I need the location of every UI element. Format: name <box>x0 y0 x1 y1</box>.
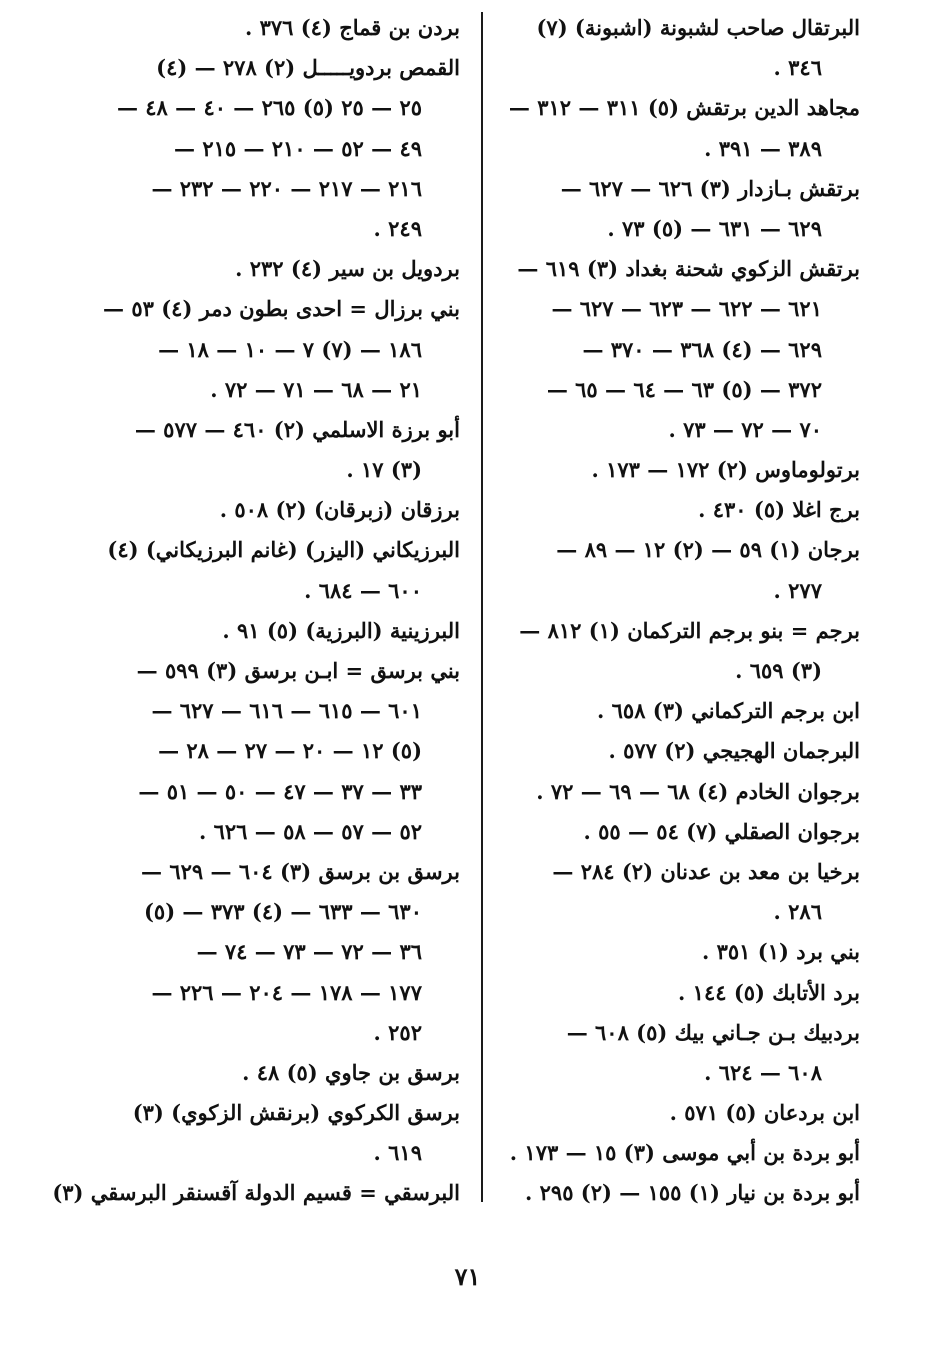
index-entry-continuation: ٧٠ — ٧٢ — ٧٣ . <box>668 416 822 442</box>
index-entry-continuation: ٦٠٠ — ٦٨٤ . <box>304 577 422 603</box>
index-entry-continuation: (٣) ٦٥٩ . <box>735 658 822 683</box>
index-entry: برجان (١) ٥٩ — (٢) ١٢ — ٨٩ — <box>556 537 860 563</box>
index-entry-continuation: ٣٨٩ — ٣٩١ . <box>704 135 822 161</box>
index-entry: بردن بن قماج (٤) ٣٧٦ . <box>244 15 460 40</box>
left-index-column <box>52 8 460 1214</box>
index-entry-continuation: ٦٠١ — ٦١٥ — ٦١٦ — ٦٢٧ — <box>151 698 422 724</box>
index-entry: برسق بن جاوي (٥) ٤٨ . <box>242 1059 460 1085</box>
index-entry: أبو برزة الاسلمي (٢) ٤٦٠ — ٥٧٧ — <box>134 416 460 442</box>
index-entry: البرجمان الهجيجي (٢) ٥٧٧ . <box>608 738 860 764</box>
index-entry-continuation: ٦٣٠ — ٦٣٣ — (٤) ٣٧٣ — (٥) <box>143 899 422 925</box>
index-entry-continuation: ١٨٦ — (٧) ٧ — ١٠ — ١٨ — <box>158 336 422 362</box>
index-entry-continuation: ٣٧٢ — (٥) ٦٣ — ٦٤ — ٦٥ — <box>546 376 822 402</box>
index-entry: برخيا بن معد بن عدنان (٢) ٢٨٤ — <box>552 858 860 884</box>
index-entry-continuation: ٤٩ — ٥٢ — ٢١٠ — ٢١٥ — <box>174 135 422 161</box>
index-entry-continuation: ٦١٩ . <box>373 1140 422 1166</box>
index-entry: البرتقال صاحب لشبونة (اشبونة) (٧) <box>536 15 860 40</box>
index-entry: البرسقي = قسيم الدولة آقسنقر البرسقي (٣) <box>52 1180 460 1206</box>
index-entry: ابن برجم التركماني (٣) ٦٥٨ . <box>597 698 860 724</box>
index-entry: أبو بردة بن أبي موسى (٣) ١٥ — ١٧٣ . <box>509 1140 860 1166</box>
index-entry: برجوان الخادم (٤) ٦٨ — ٦٩ — ٧٢ . <box>536 778 860 804</box>
index-entry-continuation: (٣) ١٧ . <box>346 457 422 483</box>
index-entry-continuation: ٦٢٩ — ٦٣١ — (٥) ٧٣ . <box>607 215 822 241</box>
index-entry: بني برزال = احدى بطون دمر (٤) ٥٣ — <box>103 296 460 322</box>
index-entry: برسق بن برسق (٣) ٦٠٤ — ٦٢٩ — <box>141 858 460 884</box>
index-entry: برزقان (زبرقان) (٢) ٥٠٨ . <box>219 497 460 523</box>
index-entry-continuation: ٢٥ — ٢٥ (٥) ٢٦٥ — ٤٠ — ٤٨ — <box>116 95 422 121</box>
index-entry: برجوان الصقلي (٧) ٥٤ — ٥٥ . <box>583 818 860 844</box>
index-entry-continuation: ٣٣ — ٣٧ — ٤٧ — ٥٠ — ٥١ — <box>138 778 422 804</box>
index-entry-continuation: (٥) ١٢ — ٢٠ — ٢٧ — ٢٨ — <box>158 738 422 764</box>
index-entry: بردويل بن سير (٤) ٢٣٢ . <box>235 256 460 282</box>
index-entry: برتقش بـازدار (٣) ٦٢٦ — ٦٢٧ — <box>560 175 860 201</box>
index-entry-continuation: ٢٧٧ . <box>773 577 822 603</box>
index-entry-continuation: ٦٠٨ — ٦٢٤ . <box>704 1059 822 1085</box>
index-entry-continuation: ٦٢١ — ٦٢٢ — ٦٢٣ — ٦٢٧ — <box>551 296 822 322</box>
index-entry-continuation: ٢١٦ — ٢١٧ — ٢٢٠ — ٢٣٢ — <box>151 175 422 201</box>
index-entry-continuation: ١٧٧ — ١٧٨ — ٢٠٤ — ٢٢٦ — <box>151 979 422 1005</box>
right-index-column <box>498 8 860 1214</box>
index-entry: ابن بردعان (٥) ٥٧١ . <box>669 1100 860 1126</box>
index-entry-continuation: ٦٢٩ — (٤) ٣٦٨ — ٣٧٠ — <box>582 336 822 362</box>
index-entry: برسق الكركوي (برنقش الزكوي) (٣) <box>132 1100 460 1126</box>
index-entry: مجاهد الدين برتقش (٥) ٣١١ — ٣١٢ — <box>508 95 860 121</box>
index-entry: بردبيك بـن جـاني بيك (٥) ٦٠٨ — <box>566 1019 860 1045</box>
index-entry: بني برسق = ابـن برسق (٣) ٥٩٩ — <box>136 658 460 683</box>
index-entry-continuation: ٢١ — ٦٨ — ٧١ — ٧٢ . <box>210 376 422 402</box>
index-entry-continuation: ٥٢ — ٥٧ — ٥٨ — ٦٢٦ . <box>198 818 422 844</box>
index-entry-continuation: ٢٨٦ . <box>773 899 822 925</box>
index-entry-continuation: ٢٤٩ . <box>373 215 422 241</box>
index-entry: البرزينية (البرزية) (٥) ٩١ . <box>222 617 460 643</box>
index-entry: أبو بردة بن نيار (١) ١٥٥ — (٢) ٢٩٥ . <box>525 1180 860 1206</box>
index-entry-continuation: ٣٦ — ٧٢ — ٧٣ — ٧٤ — <box>196 939 422 965</box>
index-entry: القمص بردويـــــل (٢) ٢٧٨ — (٤) <box>156 55 460 81</box>
index-entry: برتقش الزكوي شحنة بغداد (٣) ٦١٩ — <box>517 256 860 282</box>
index-entry-continuation: ٣٤٦ . <box>773 55 822 81</box>
column-divider <box>481 12 483 1202</box>
index-entry: برتولوماوس (٢) ١٧٢ — ١٧٣ . <box>591 457 860 483</box>
index-entry: برد الأتابك (٥) ١٤٤ . <box>678 979 860 1005</box>
index-entry: برج اغلا (٥) ٤٣٠ . <box>698 497 860 523</box>
index-entry-continuation: ٢٥٢ . <box>373 1019 422 1045</box>
index-entry: برجم = بنو برجم التركمان (١) ٨١٢ — <box>519 617 860 643</box>
index-entry: بني برد (١) ٣٥١ . <box>701 939 860 965</box>
page-number: ٧١ <box>454 1262 481 1291</box>
index-entry: البرزيكاني (اليزر) (غانم البرزيكاني) (٤) <box>107 537 460 563</box>
